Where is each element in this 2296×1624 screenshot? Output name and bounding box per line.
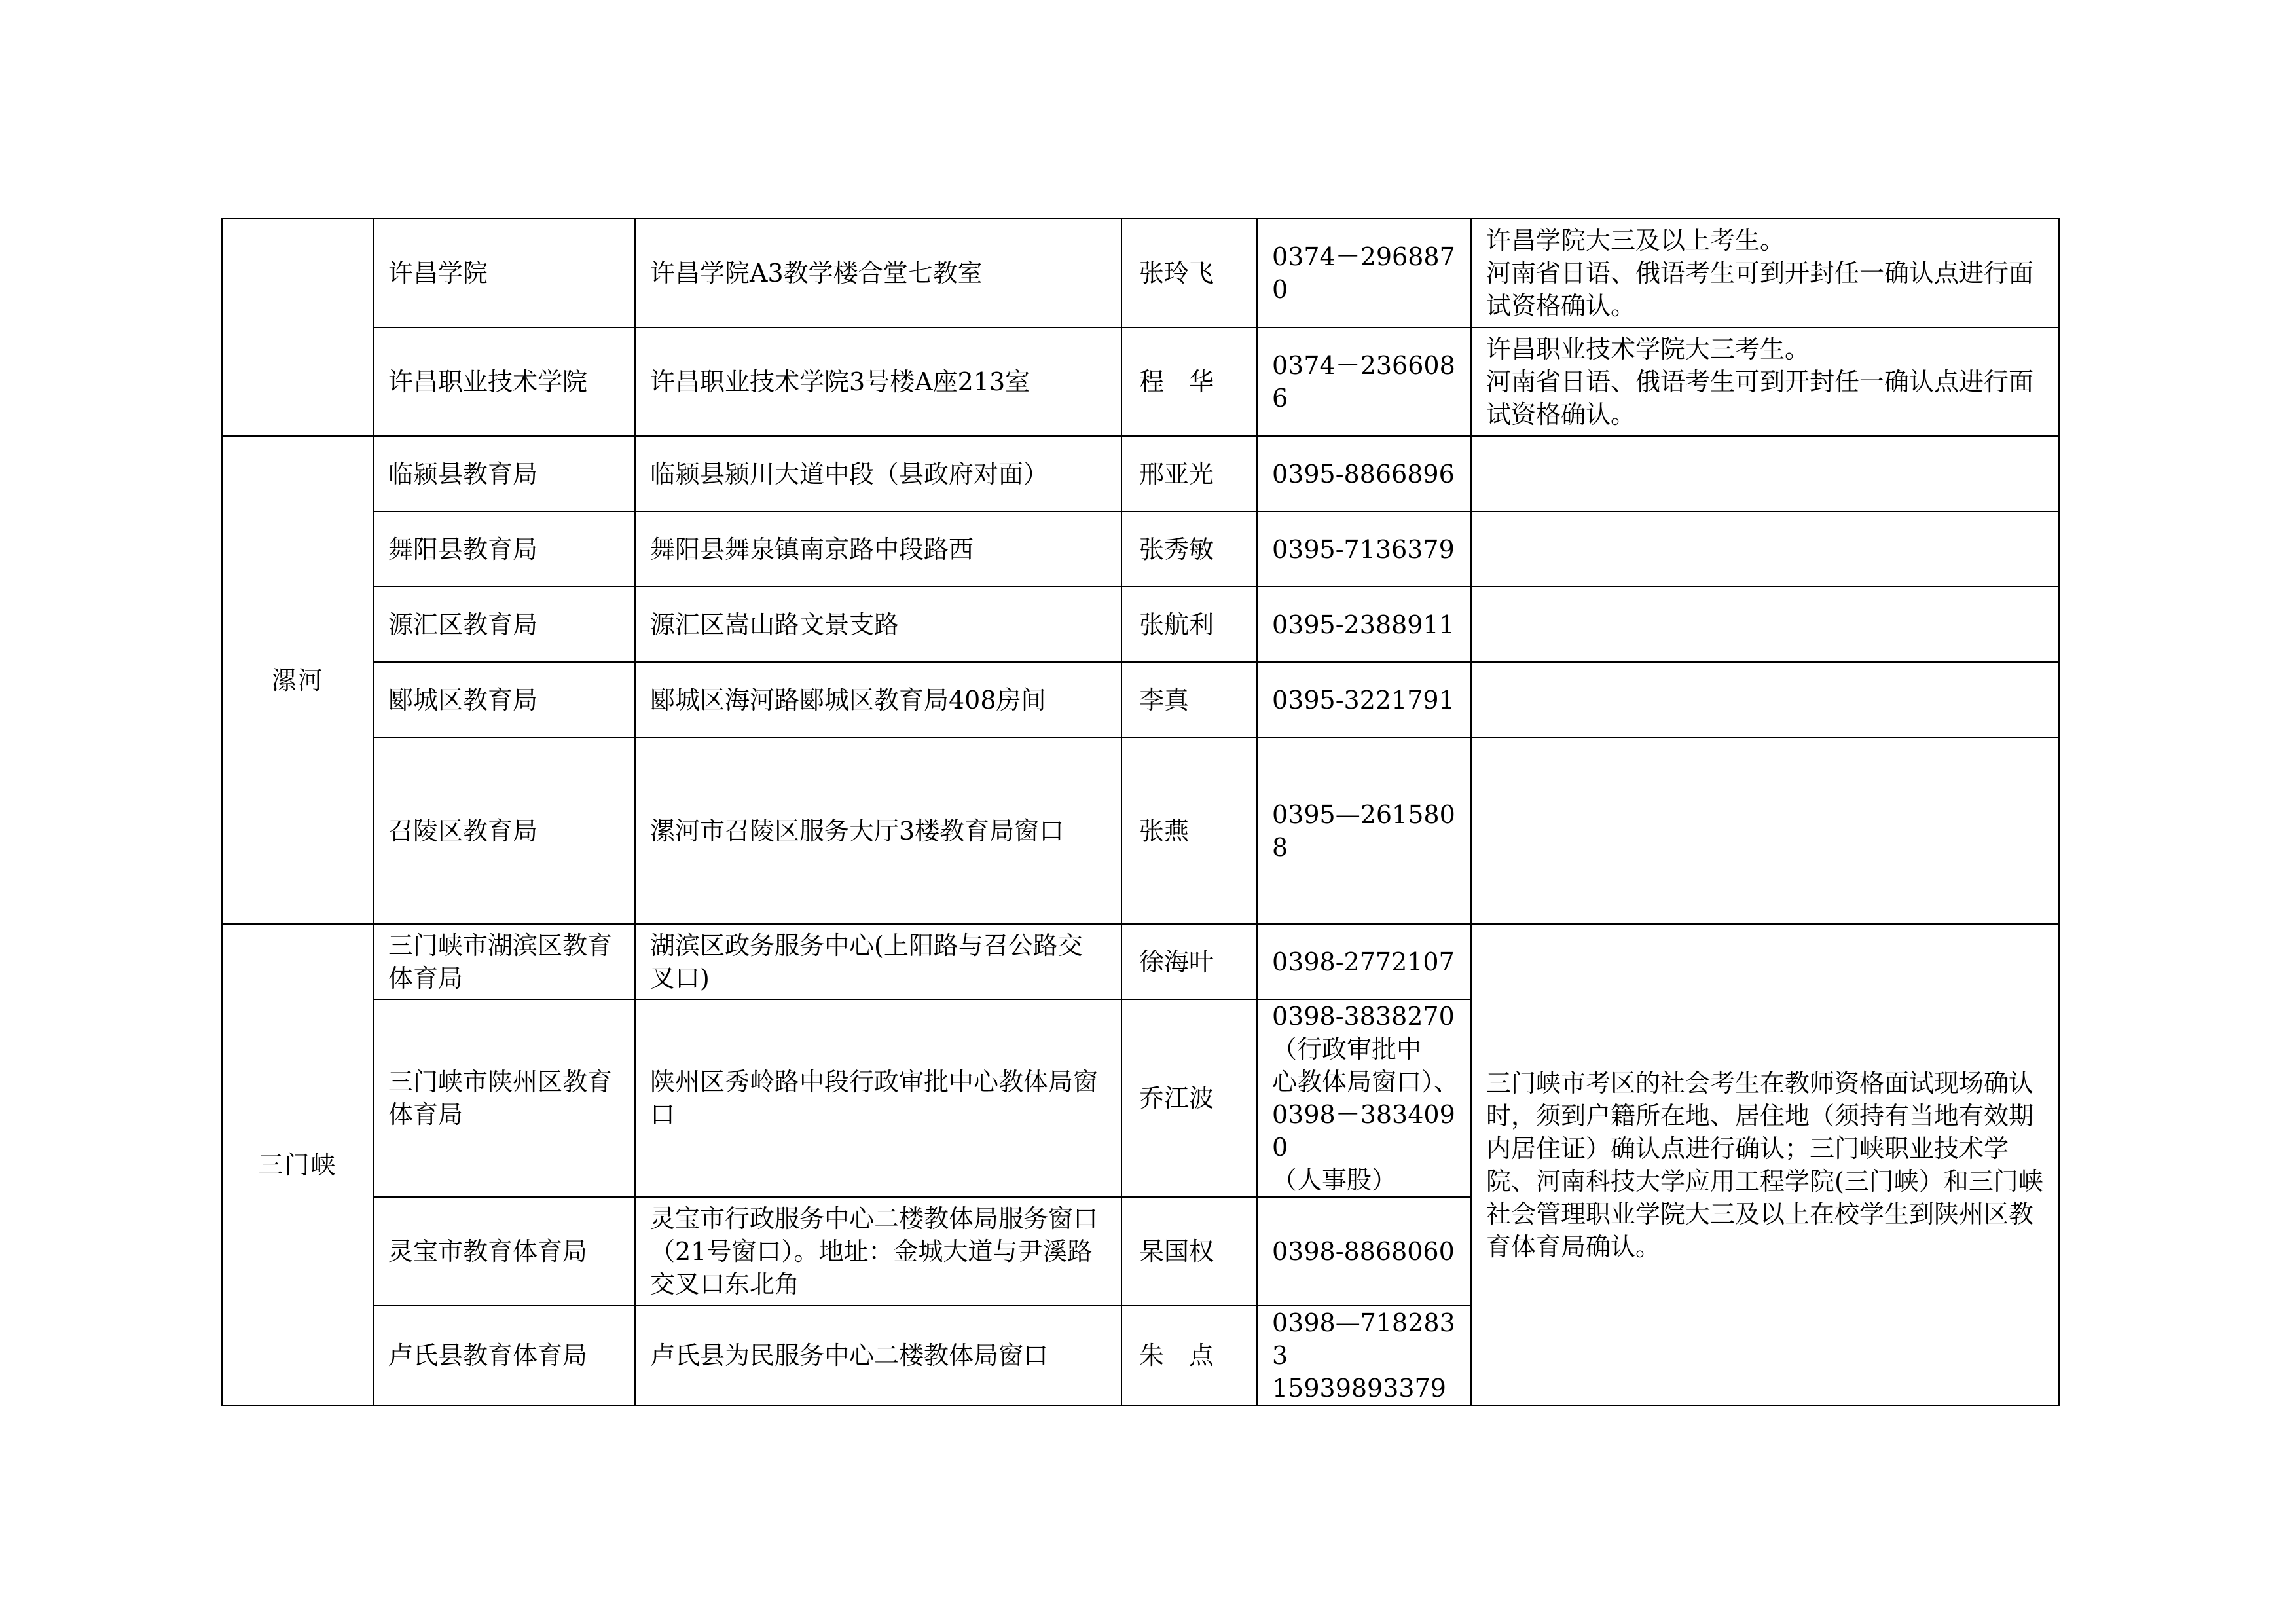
phone-line: 心教体局窗口）、: [1272, 1067, 1459, 1096]
note-cell: [1471, 587, 2059, 662]
phone-line: 0395-3221791: [1272, 685, 1455, 714]
phone-line: （人事股）: [1272, 1166, 1397, 1194]
phone-line: 0395-7136379: [1272, 534, 1455, 564]
phone-line: 15939893379: [1272, 1374, 1446, 1403]
note-cell: [1471, 219, 2059, 327]
address-cell: 许昌学院A3教学楼合堂七教室: [635, 219, 1121, 327]
note-cell-sanmenxia: [1471, 924, 2059, 1405]
city-cell-luohe: 漯河: [222, 436, 373, 924]
contact-cell: 徐海叶: [1121, 924, 1257, 999]
contact-cell: 张玲飞: [1121, 219, 1257, 327]
address-cell: 源汇区嵩山路文景支路: [635, 587, 1121, 662]
phone-line: 0398－3834090: [1272, 1100, 1455, 1162]
table-row: [222, 511, 2059, 587]
note-line: 河南省日语、俄语考生可到开封任一确认点进行面试资格确认。: [1486, 367, 2034, 429]
contact-cell: 邢亚光: [1121, 436, 1257, 511]
phone-line: 0395—2615808: [1272, 800, 1455, 862]
unit-cell: 卢氏县教育体育局: [373, 1306, 635, 1405]
unit-cell: 舞阳县教育局: [373, 511, 635, 587]
table-row: [222, 924, 2059, 999]
contact-cell: 张燕: [1121, 737, 1257, 924]
phone-cell: [1257, 511, 1471, 587]
contact-cell: 程 华: [1121, 327, 1257, 436]
phone-line: 0374－2968870: [1272, 242, 1455, 304]
note-line: 河南省日语、俄语考生可到开封任一确认点进行面试资格确认。: [1486, 259, 2034, 320]
phone-line: 0374－2366086: [1272, 351, 1455, 413]
contact-cell: 杲国权: [1121, 1197, 1257, 1306]
contact-cell: 朱 点: [1121, 1306, 1257, 1405]
note-cell: [1471, 511, 2059, 587]
table-row: [222, 662, 2059, 737]
unit-cell: 召陵区教育局: [373, 737, 635, 924]
note-cell: [1471, 662, 2059, 737]
contact-cell: 张航利: [1121, 587, 1257, 662]
phone-cell: [1257, 1197, 1471, 1306]
note-cell: [1471, 436, 2059, 511]
address-cell: 临颍县颍川大道中段（县政府对面）: [635, 436, 1121, 511]
phone-line: 0398-3838270: [1272, 1002, 1455, 1031]
unit-cell: 三门峡市湖滨区教育体育局: [373, 924, 635, 999]
address-cell: 郾城区海河路郾城区教育局408房间: [635, 662, 1121, 737]
unit-cell: 郾城区教育局: [373, 662, 635, 737]
city-cell-xuchang: [222, 219, 373, 436]
phone-cell: [1257, 999, 1471, 1197]
address-cell: 湖滨区政务服务中心(上阳路与召公路交叉口): [635, 924, 1121, 999]
address-cell: 卢氏县为民服务中心二楼教体局窗口: [635, 1306, 1121, 1405]
phone-line: 0398—7182833: [1272, 1308, 1455, 1370]
phone-cell: [1257, 219, 1471, 327]
phone-line: 0395-2388911: [1272, 610, 1455, 639]
confirmation-sites-table: [221, 218, 2060, 1406]
phone-cell: [1257, 587, 1471, 662]
phone-cell: [1257, 924, 1471, 999]
phone-cell: [1257, 662, 1471, 737]
unit-cell: 许昌职业技术学院: [373, 327, 635, 436]
table-row: [222, 327, 2059, 436]
phone-cell: [1257, 436, 1471, 511]
unit-cell: 灵宝市教育体育局: [373, 1197, 635, 1306]
city-cell-sanmenxia: 三门峡: [222, 924, 373, 1405]
address-cell: 灵宝市行政服务中心二楼教体局服务窗口（21号窗口）。地址：金城大道与尹溪路交叉口东北角: [635, 1197, 1121, 1306]
table-row: [222, 587, 2059, 662]
contact-cell: 张秀敏: [1121, 511, 1257, 587]
address-cell: 陕州区秀岭路中段行政审批中心教体局窗口: [635, 999, 1121, 1197]
phone-cell: [1257, 737, 1471, 924]
note-line: 三门峡市考区的社会考生在教师资格面试现场确认时，须到户籍所在地、居住地（须持有当地有效期内居住证）确认点进行确认；三门峡职业技术学院、河南科技大学应用工程学院(三门峡）和三门峡社会管理职业学院大三及以上在校学生到陕州区教育体育局确认。: [1486, 1068, 2043, 1261]
note-line: 许昌学院大三及以上考生。: [1486, 226, 1785, 255]
address-cell: 许昌职业技术学院3号楼A座213室: [635, 327, 1121, 436]
contact-cell: 李真: [1121, 662, 1257, 737]
unit-cell: 三门峡市陕州区教育体育局: [373, 999, 635, 1197]
phone-cell: [1257, 1306, 1471, 1405]
unit-cell: 临颍县教育局: [373, 436, 635, 511]
note-line: 许昌职业技术学院大三考生。: [1486, 335, 1810, 363]
phone-line: 0398-2772107: [1272, 947, 1455, 976]
phone-line: （行政审批中: [1272, 1035, 1422, 1063]
note-cell: [1471, 737, 2059, 924]
contact-cell: 乔江波: [1121, 999, 1257, 1197]
phone-cell: [1257, 327, 1471, 436]
table-row: [222, 737, 2059, 924]
phone-line: 0395-8866896: [1272, 459, 1455, 489]
unit-cell: 许昌学院: [373, 219, 635, 327]
table-row: [222, 436, 2059, 511]
address-cell: 舞阳县舞泉镇南京路中段路西: [635, 511, 1121, 587]
address-cell: 漯河市召陵区服务大厅3楼教育局窗口: [635, 737, 1121, 924]
table-row: [222, 219, 2059, 327]
phone-line: 0398-8868060: [1272, 1237, 1455, 1266]
note-cell: [1471, 327, 2059, 436]
unit-cell: 源汇区教育局: [373, 587, 635, 662]
